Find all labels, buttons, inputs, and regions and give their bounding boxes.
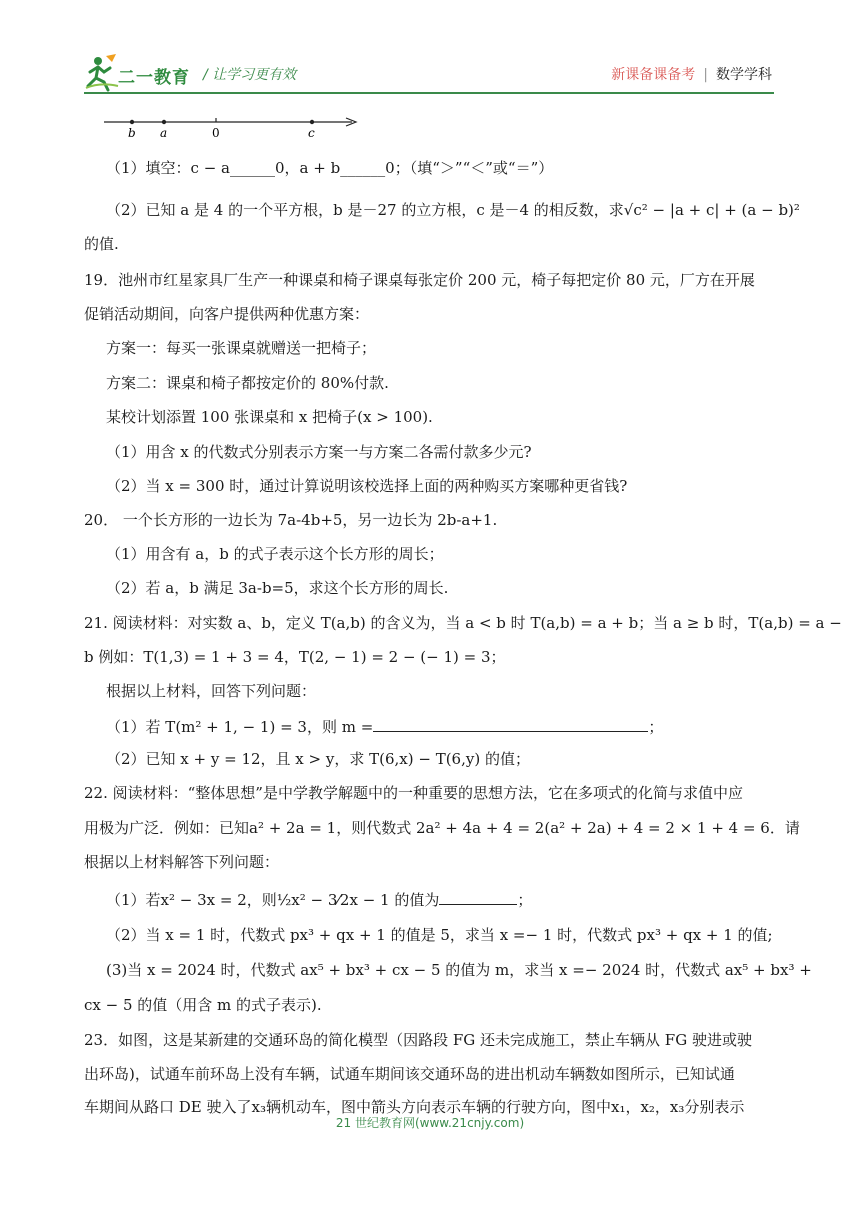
q23-stem-cont2: 车期间从路口 DE 驶入了x₃辆机动车，图中箭头方向表示车辆的行驶方向，图中x₁，x₂，x₃分别表示 [84, 1098, 745, 1116]
q20-stem: 20． 一个长方形的一边长为 7a-4b+5，另一边长为 2b-a+1. [84, 511, 498, 529]
q22-part3: (3)当 x = 2024 时，代数式 ax⁵ + bx³ + cx − 5 的值为 m，求当 x =− 2024 时，代数式 ax⁵ + bx³ + [106, 961, 812, 979]
q19-part1: （1）用含 x 的代数式分别表示方案一与方案二各需付款多少元? [106, 443, 532, 461]
q23-stem: 23．如图，这是某新建的交通环岛的简化模型（因路段 FG 还未完成施工，禁止车辆从 FG 驶进或驶 [84, 1031, 752, 1049]
header-right [611, 64, 772, 84]
header-subject: 数学学科 [716, 67, 772, 83]
nl-label-b: b [128, 126, 136, 140]
page-header [0, 0, 860, 110]
nl-label-c: c [308, 126, 315, 140]
q18-part2-cont: 的值. [84, 235, 119, 253]
number-line [104, 114, 364, 140]
q21-part2: （2）已知 x + y = 12，且 x > y，求 T(6,x) − T(6,y) 的值； [106, 750, 530, 768]
q22-part1-blank [439, 888, 517, 905]
q21-stem: 21. 阅读材料：对实数 a、b，定义 T(a,b) 的含义为，当 a < b 时 T(a,b) = a + b；当 a ≥ b 时，T(a,b) = a − [84, 614, 842, 632]
q21-stem-cont: b 例如：T(1,3) = 1 + 3 = 4，T(2, − 1) = 2 − (− 1) = 3； [84, 648, 506, 666]
q18-part1: （1）填空：c − a______0，a + b______0；（填“＞”“＜”或“＝”） [106, 159, 554, 177]
q20-part1: （1）用含有 a，b 的式子表示这个长方形的周长； [106, 545, 444, 563]
nl-label-a: a [160, 126, 168, 140]
q22-part1-row: （1）若x² − 3x = 2，则½x² − 3⁄2x − 1 的值为 ； [106, 888, 532, 910]
header-course: 新课备课备考 [611, 67, 696, 83]
q19-plan2: 方案二：课桌和椅子都按定价的 80%付款. [106, 374, 389, 392]
q21-part1: （1）若 T(m² + 1, − 1) = 3，则 m = [106, 718, 374, 736]
q22-stem: 22. 阅读材料：“整体思想”是中学教学解题中的一种重要的思想方法，它在多项式的化简与求值中应 [84, 784, 743, 802]
slogan: / 让学习更有效 [203, 67, 297, 83]
q19-plan1: 方案一：每买一张课桌就赠送一把椅子； [106, 339, 377, 357]
q21-part1-row: （1）若 T(m² + 1, − 1) = 3，则 m = ； [106, 715, 663, 737]
q19-stem-cont: 促销活动期间，向客户提供两种优惠方案： [84, 305, 370, 323]
page-footer: 21 世纪教育网(www.21cnjy.com) [335, 1116, 525, 1130]
q19-plan-school: 某校计划添置 100 张课桌和 x 把椅子(x > 100). [106, 408, 433, 426]
q22-part2: （2）当 x = 1 时，代数式 px³ + qx + 1 的值是 5，求当 x =− 1 时，代数式 px³ + qx + 1 的值; [106, 926, 773, 944]
q18-part2: （2）已知 a 是 4 的一个平方根，b 是－27 的立方根，c 是－4 的相反数，求√c² − |a + c| + (a − b)² [106, 201, 800, 219]
header-separator: | [703, 67, 708, 83]
nl-label-0: 0 [212, 126, 220, 140]
q21-part1-blank [373, 715, 648, 732]
q21-intro: 根据以上材料，回答下列问题： [106, 682, 317, 700]
q19-part2: （2）当 x = 300 时，通过计算说明该校选择上面的两种购买方案哪种更省钱? [106, 477, 628, 495]
q19-stem: 19．池州市红星家具厂生产一种课桌和椅子课桌每张定价 200 元，椅子每把定价 80 元，厂方在开展 [84, 271, 755, 289]
q23-stem-cont1: 出环岛)，试通车前环岛上没有车辆，试通车期间该交通环岛的进出机动车辆数如图所示，已知试通 [84, 1065, 735, 1083]
q22-intro: 根据以上材料解答下列问题： [84, 853, 280, 871]
brand-name: 二一教育 [118, 68, 190, 88]
q20-part2: （2）若 a，b 满足 3a-b=5，求这个长方形的周长. [106, 579, 449, 597]
header-divider [84, 92, 774, 94]
q22-stem-cont: 用极为广泛．例如：已知a² + 2a = 1，则代数式 2a² + 4a + 4 = 2(a² + 2a) + 4 = 2 × 1 + 4 = 6．请 [84, 819, 800, 837]
q22-part3-cont: cx − 5 的值（用含 m 的式子表示). [84, 996, 322, 1014]
q22-part1: （1）若x² − 3x = 2，则½x² − 3⁄2x − 1 的值为 [106, 891, 440, 909]
